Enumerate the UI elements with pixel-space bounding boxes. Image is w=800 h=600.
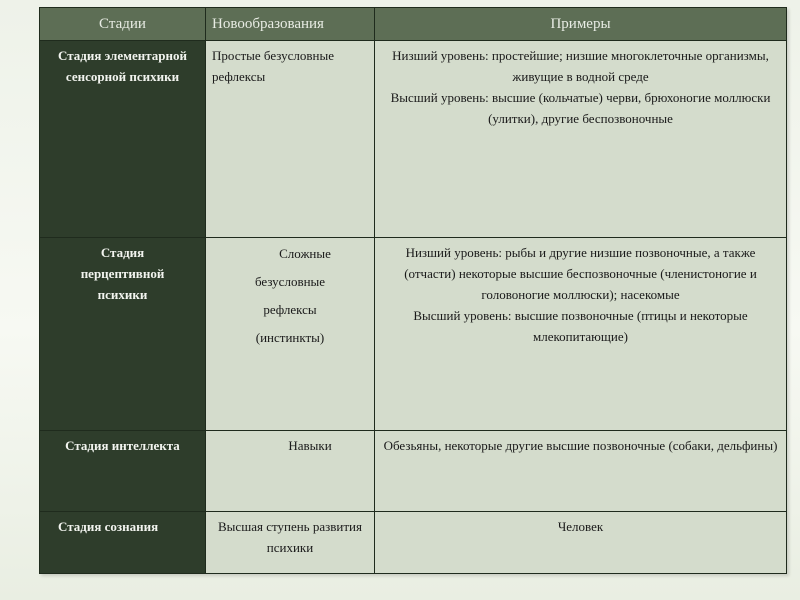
stage-cell bbox=[40, 512, 206, 574]
formation-cell: Навыки bbox=[206, 431, 375, 512]
table-row bbox=[40, 41, 787, 238]
formation-cell: Высшая ступень развития психики bbox=[206, 512, 375, 574]
formation-line: безусловные bbox=[254, 274, 326, 289]
examples-high-level: Высший уровень: высшие (кольчатые) черви, брюхоногие моллюски (улитки), другие беспозвоночные bbox=[390, 90, 771, 126]
examples-low-level: Низший уровень: рыбы и другие низшие позвоночные, а также (отчасти) некоторые высшие беспозвоночные (членистоногие и головоногие моллюски); насекомые bbox=[404, 245, 757, 302]
examples-cell bbox=[375, 41, 787, 238]
examples-cell: Обезьяны, некоторые другие высшие позвоночные (собаки, дельфины) bbox=[375, 431, 787, 512]
header-stages: Стадии bbox=[40, 8, 206, 41]
stage-label: Стадия перцептивной психики bbox=[80, 245, 165, 302]
stage-label: Стадия элементарной сенсорной психики bbox=[58, 48, 187, 84]
formation-cell bbox=[206, 238, 375, 431]
stage-cell bbox=[40, 41, 206, 238]
stage-cell bbox=[40, 238, 206, 431]
table-row bbox=[40, 512, 787, 574]
stage-cell bbox=[40, 431, 206, 512]
table-row bbox=[40, 238, 787, 431]
header-formations: Новообразования bbox=[206, 8, 375, 41]
table-header-row bbox=[40, 8, 787, 41]
header-examples: Примеры bbox=[375, 8, 787, 41]
examples-cell bbox=[375, 238, 787, 431]
examples-low-level: Низший уровень: простейшие; низшие многоклеточные организмы, живущие в водной среде bbox=[392, 48, 769, 84]
formation-cell: Простые безусловные рефлексы bbox=[206, 41, 375, 238]
table-row bbox=[40, 431, 787, 512]
psychic-development-table bbox=[39, 7, 787, 574]
examples-cell: Человек bbox=[375, 512, 787, 574]
formation-line: Сложные bbox=[279, 246, 331, 261]
stage-label: Стадия сознания bbox=[58, 519, 159, 534]
examples-high-level: Высший уровень: высшие позвоночные (птицы и некоторые млекопитающие) bbox=[413, 308, 748, 344]
formation-line: (инстинкты) bbox=[255, 330, 325, 345]
stage-label: Стадия интеллекта bbox=[65, 438, 180, 453]
formation-line: рефлексы bbox=[263, 302, 317, 317]
